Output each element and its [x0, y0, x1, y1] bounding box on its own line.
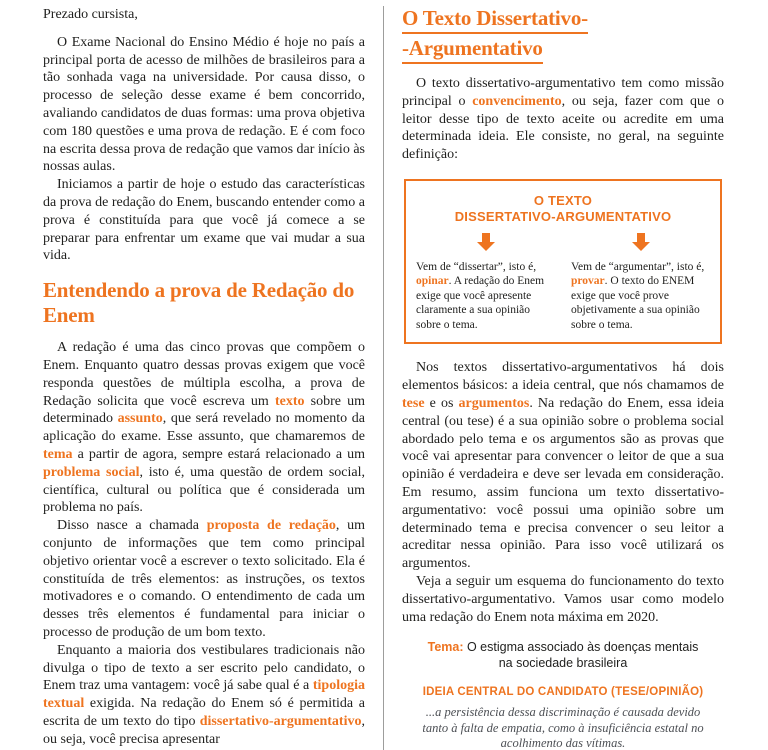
definition-box	[404, 179, 722, 345]
section-heading-texto-dissertativo	[402, 6, 724, 66]
down-arrow-shaft	[482, 233, 490, 242]
paragraph: Iniciamos a partir de hoje o estudo das características da prova de redação do Enem, buscando entender como a prova é constituída para que você já comece a se preparar para enfrentar um exame que vai mudar a sua vida.	[43, 177, 365, 264]
definition-argumentar	[571, 227, 710, 333]
paragraph: Enquanto a maioria dos vestibulares tradicionais não divulga o tipo de texto a ser escrito pelo candidato, o Enem traz uma vantagem: você já sabe qual é a tipologia textual exigida. Na redação do Enem só é permitida a escrita de um texto do tipo dissertativo-argumentativo, ou seja, você precisa apresentar	[43, 642, 365, 747]
definition-dissertar-text: Vem de “dissertar”, isto é, opinar. A redação do Enem exige que você apresente claramente a sua opinião sobre o tema.	[416, 260, 545, 331]
paragraph: Nos textos dissertativo-argumentativos há dois elementos básicos: a ideia central, que nós chamamos de tese e os argumentos. Na redação do Enem, essa ideia central (ou tese) é a sua opinião sobre o problema social abordado pelo tema e os argumentos são as provas que você vai apresentar para convencer o leitor de que a sua opinião é verdadeira e deve ser levada em consideração. Em resumo, assim funciona um texto dissertativo-argumentativo: você possui uma opinião sobre um determinado tema e precisa convencer o seu leitor a acreditar nessa opinião. Para isso você utilizará os argumentos.	[402, 360, 725, 572]
section-heading-entendendo-prova: Entendendo a prova de Redação do Enem	[43, 278, 355, 328]
paragraph: Veja a seguir um esquema do funcionamento do texto dissertativo-argumentativo. Vamos usar como modelo uma redação do Enem nota máxima em 2020.	[402, 574, 724, 625]
definition-box-title	[416, 193, 710, 225]
tema-line: Tema: O estigma associado às doenças mentais na sociedade brasileira	[427, 640, 699, 671]
paragraph: Disso nasce a chamada proposta de redação, um conjunto de informações que tem como principal objetivo orientar você a escrever o texto solicitado. Ela é constituída de três elementos: as instruções, os textos motivadores e o comando. O entendimento de cada um desses três elementos é fundamental para iniciar o processo de produção de um bom texto.	[43, 518, 366, 640]
paragraph: O Exame Nacional do Ensino Médio é hoje no país a principal porta de acesso de milhões de brasileiros para a tão sonhada vaga na universidade. Por causa disso, o processo de seleção desse exame é bem concorrido, avaliando candidatos de duas formas: uma prova objetiva com 180 questões e uma prova de redação. E é com foco na escrita dessa prova de redação que vamos dar início às nossas aulas.	[43, 34, 365, 175]
definition-box-title-line: O TEXTO	[533, 192, 593, 208]
down-arrow-head	[632, 242, 650, 251]
definition-argumentar-text: Vem de “argumentar”, isto é, provar. O texto do ENEM exige que você prove objetivamente a sua opinião sobre o tema.	[571, 260, 705, 331]
paragraph: A redação é uma das cinco provas que compõem o Enem. Enquanto quatro dessas provas exigem que você responda questões de múltipla escolha, a prova de Redação solicita que você escreva um texto sobre um determinado assunto, que será revelado no momento da aplicação do exame. Esse assunto, que chamaremos de tema a partir de agora, sempre estará relacionado a um problema social, isto é, uma questão de ordem social, científica, cultural ou política que é considerada um problema no país.	[43, 340, 366, 516]
down-arrow-shaft	[637, 233, 645, 242]
down-arrow-icon	[632, 233, 650, 251]
column-divider	[383, 6, 384, 750]
definition-dissertar	[416, 227, 555, 333]
right-column	[402, 6, 724, 750]
paragraph: O texto dissertativo-argumentativo tem como missão principal o convencimento, ou seja, fazer com que o leitor desse tipo de texto aceite ou acredite em uma determinada ideia. Ele consiste, no geral, na seguinte definição:	[402, 76, 724, 163]
down-arrow-icon	[477, 233, 495, 251]
down-arrow-head	[477, 242, 495, 251]
heading-line: O Texto Dissertativo-	[402, 6, 588, 34]
thesis-quote: ...a persistência dessa discriminação é causada devido tanto à falta de empatia, como à insuficiência estatal no acolhimento das vítimas.	[422, 705, 704, 750]
definition-box-columns	[416, 227, 710, 333]
heading-line: -Argumentativo	[402, 36, 543, 64]
definition-box-title-line: DISSERTATIVO-ARGUMENTATIVO	[454, 208, 672, 224]
thesis-heading: IDEIA CENTRAL DO CANDIDATO (TESE/OPINIÃO)	[422, 686, 704, 699]
salutation: Prezado cursista,	[43, 7, 138, 22]
left-column	[43, 6, 365, 750]
